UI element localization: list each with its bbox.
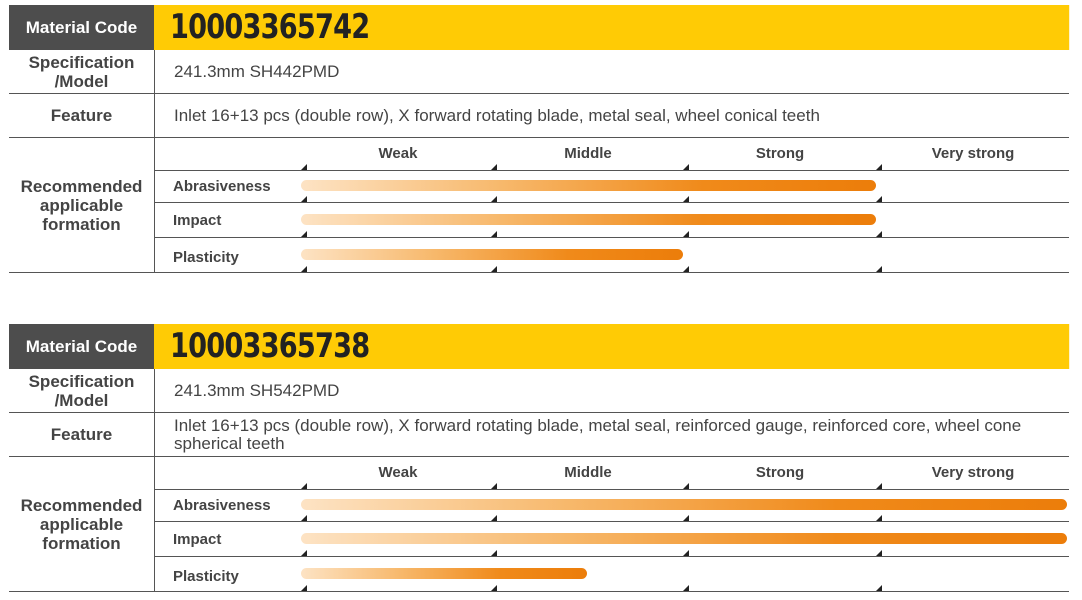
criterion-label-abrasiveness: Abrasiveness — [173, 497, 271, 514]
level-header-weak: Weak — [378, 464, 418, 481]
specification-label: Specification /Model — [28, 371, 135, 410]
scale-tick-marker — [876, 483, 882, 489]
material-code-value: 10003365742 — [154, 5, 1069, 50]
scale-tick-marker — [683, 231, 689, 237]
specification-value: 241.3mm SH542PMD — [154, 369, 1069, 412]
grid-line — [155, 556, 1069, 557]
rating-bar-plasticity — [301, 568, 587, 579]
feature-value: Inlet 16+13 pcs (double row), X forward rotating blade, metal seal, wheel conical teeth — [154, 94, 1069, 137]
level-header-middle: Middle — [564, 464, 612, 481]
rating-bar-plasticity — [301, 249, 683, 260]
scale-tick-marker — [301, 585, 307, 591]
scale-tick-marker — [683, 585, 689, 591]
feature-row — [9, 413, 1069, 457]
material-code-header — [9, 324, 1069, 369]
scale-tick-marker — [301, 483, 307, 489]
scale-tick-marker — [491, 550, 497, 556]
material-code-label: Material Code — [9, 324, 154, 369]
material-code-header — [9, 5, 1069, 50]
recommended-formation-label: Recommended applicable formation — [20, 495, 143, 553]
scale-tick-marker — [491, 266, 497, 272]
feature-label: Feature — [50, 425, 113, 444]
scale-tick-marker — [683, 266, 689, 272]
scale-tick-marker — [491, 196, 497, 202]
formation-row — [9, 457, 1069, 592]
formation-grid — [154, 138, 1069, 272]
criterion-label-plasticity: Plasticity — [173, 249, 239, 266]
grid-line — [155, 170, 1069, 171]
scale-tick-marker — [491, 164, 497, 170]
material-code-label: Material Code — [9, 5, 154, 50]
criterion-label-abrasiveness: Abrasiveness — [173, 178, 271, 195]
specification-row — [9, 50, 1069, 94]
grid-line — [155, 489, 1069, 490]
specification-label: Specification /Model — [28, 52, 135, 91]
scale-tick-marker — [683, 515, 689, 521]
level-header-very-strong: Very strong — [931, 145, 1015, 162]
rating-bar-abrasiveness — [301, 499, 1067, 510]
scale-tick-marker — [876, 196, 882, 202]
scale-tick-marker — [876, 164, 882, 170]
level-header-strong: Strong — [755, 145, 805, 162]
material-code-value: 10003365738 — [154, 324, 1069, 369]
rating-bar-impact — [301, 214, 876, 225]
recommended-formation-label: Recommended applicable formation — [20, 176, 143, 234]
scale-tick-marker — [491, 231, 497, 237]
formation-grid — [154, 457, 1069, 591]
grid-line — [155, 521, 1069, 522]
specification-value: 241.3mm SH442PMD — [154, 50, 1069, 93]
feature-value: Inlet 16+13 pcs (double row), X forward rotating blade, metal seal, reinforced gauge, reinforced core, wheel cone spherical teeth — [154, 413, 1069, 456]
scale-tick-marker — [301, 515, 307, 521]
level-header-very-strong: Very strong — [931, 464, 1015, 481]
level-header-weak: Weak — [378, 145, 418, 162]
scale-tick-marker — [876, 585, 882, 591]
scale-tick-marker — [491, 515, 497, 521]
scale-tick-marker — [301, 164, 307, 170]
scale-tick-marker — [876, 231, 882, 237]
scale-tick-marker — [301, 231, 307, 237]
grid-line — [155, 202, 1069, 203]
feature-row — [9, 94, 1069, 138]
specification-row — [9, 369, 1069, 413]
formation-row — [9, 138, 1069, 273]
feature-label: Feature — [50, 106, 113, 125]
scale-tick-marker — [683, 196, 689, 202]
scale-tick-marker — [301, 196, 307, 202]
level-header-middle: Middle — [564, 145, 612, 162]
criterion-label-plasticity: Plasticity — [173, 568, 239, 585]
level-header-strong: Strong — [755, 464, 805, 481]
criterion-label-impact: Impact — [173, 531, 222, 548]
rating-bar-abrasiveness — [301, 180, 876, 191]
scale-tick-marker — [301, 266, 307, 272]
scale-tick-marker — [876, 266, 882, 272]
scale-tick-marker — [491, 585, 497, 591]
scale-tick-marker — [491, 483, 497, 489]
scale-tick-marker — [683, 483, 689, 489]
scale-tick-marker — [683, 164, 689, 170]
criterion-label-impact: Impact — [173, 212, 222, 229]
scale-tick-marker — [683, 550, 689, 556]
scale-tick-marker — [876, 515, 882, 521]
scale-tick-marker — [301, 550, 307, 556]
scale-tick-marker — [876, 550, 882, 556]
rating-bar-impact — [301, 533, 1067, 544]
grid-line — [155, 237, 1069, 238]
